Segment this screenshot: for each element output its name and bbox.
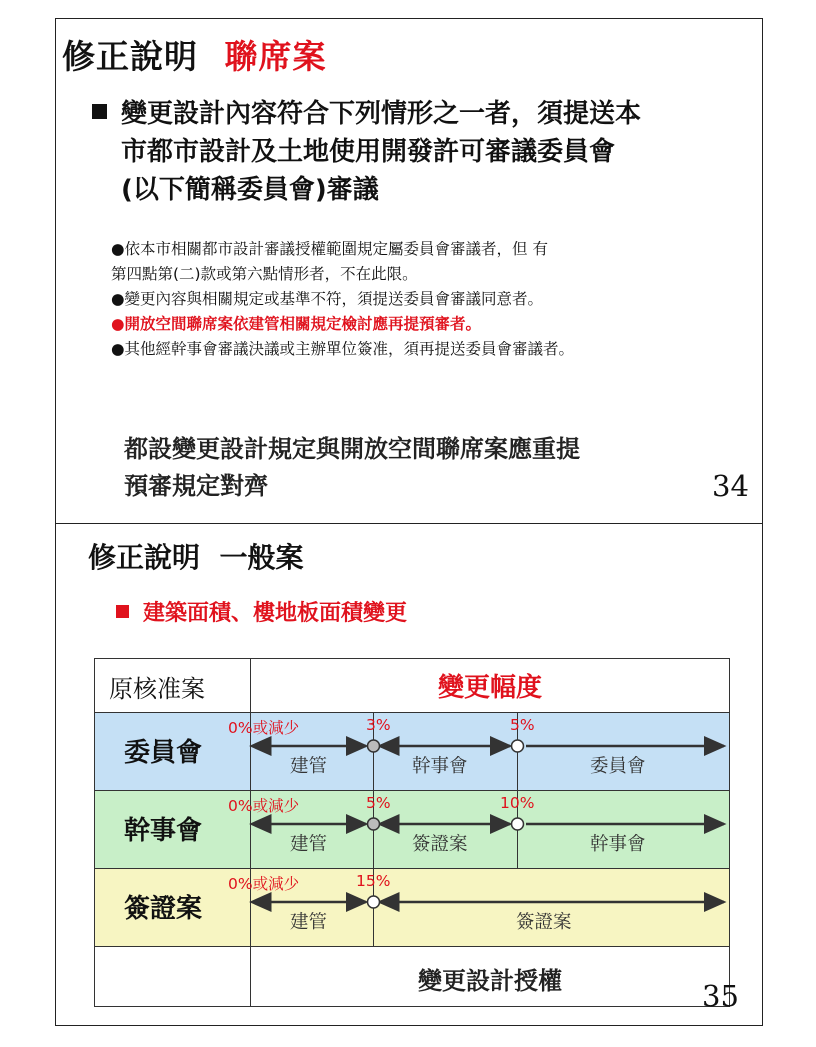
pct-label: 5% bbox=[366, 794, 391, 812]
page-number: 34 bbox=[712, 469, 749, 503]
pct-label: 10% bbox=[500, 794, 535, 812]
segment-label: 建管 bbox=[290, 834, 328, 855]
threshold-marker bbox=[368, 818, 380, 830]
slide1-title bbox=[62, 31, 327, 78]
row-label-certified: 簽證案 bbox=[124, 894, 203, 924]
segment-label: 建管 bbox=[290, 912, 328, 933]
closing-line: 預審規定對齊 bbox=[124, 472, 268, 500]
pct-label: 0%或減少 bbox=[228, 719, 300, 737]
threshold-marker bbox=[512, 818, 524, 830]
closing-line: 都設變更設計規定與開放空間聯席案應重提 bbox=[124, 435, 580, 463]
criteria-list bbox=[111, 237, 574, 362]
red-square-bullet-icon bbox=[116, 605, 129, 618]
closing-note bbox=[124, 431, 580, 505]
segment-label: 幹事會 bbox=[590, 834, 646, 855]
slide-34 bbox=[55, 18, 763, 524]
header-left-label: 原核准案 bbox=[109, 675, 205, 703]
segment-label: 簽證案 bbox=[516, 912, 572, 933]
header-right-label: 變更幅度 bbox=[437, 673, 542, 703]
row-label-committee: 委員會 bbox=[124, 738, 203, 768]
threshold-marker bbox=[368, 896, 380, 908]
segment-label: 幹事會 bbox=[412, 756, 468, 777]
segment-label: 建管 bbox=[290, 756, 328, 777]
segment-label: 委員會 bbox=[590, 756, 646, 777]
page-number: 35 bbox=[702, 979, 739, 1013]
subtitle bbox=[116, 596, 407, 627]
title-black: 修正說明 bbox=[62, 37, 198, 76]
lead-paragraph bbox=[92, 95, 641, 209]
title-red: 聯席案 bbox=[224, 37, 327, 76]
list-item: ●依本市相關都市設計審議授權範圍規定屬委員會審議者，但 有 bbox=[111, 240, 548, 258]
lead-line: 變更設計內容符合下列情形之一者，須提送本 bbox=[121, 99, 642, 129]
slide2-title: 修正說明 一般案 bbox=[88, 541, 304, 574]
slide-35 bbox=[55, 523, 763, 1026]
footer-label: 變更設計授權 bbox=[418, 967, 562, 995]
list-item-highlight: ●開放空間聯席案依建管相關規定檢討應再提預審者。 bbox=[111, 315, 482, 333]
row-label-staff: 幹事會 bbox=[124, 816, 203, 846]
pct-label: 0%或減少 bbox=[228, 875, 300, 893]
lead-line: 市都市設計及土地使用開發許可審議委員會 bbox=[121, 137, 616, 167]
pct-label: 5% bbox=[510, 716, 535, 734]
pct-label: 3% bbox=[366, 716, 391, 734]
list-item: 第四點第(二)款或第六點情形者，不在此限。 bbox=[111, 265, 418, 283]
list-item: ●變更內容與相關規定或基準不符，須提送委員會審議同意者。 bbox=[111, 290, 544, 308]
lead-line: (以下簡稱委員會)審議 bbox=[121, 175, 379, 205]
subtitle-text: 建築面積、樓地板面積變更 bbox=[143, 601, 408, 626]
pct-label: 15% bbox=[356, 872, 391, 890]
threshold-marker bbox=[512, 740, 524, 752]
segment-label: 簽證案 bbox=[412, 834, 468, 855]
approval-table bbox=[94, 658, 730, 1007]
list-item: ●其他經幹事會審議決議或主辦單位簽准，須再提送委員會審議者。 bbox=[111, 340, 575, 358]
pct-label: 0%或減少 bbox=[228, 797, 300, 815]
threshold-marker bbox=[368, 740, 380, 752]
square-bullet-icon bbox=[92, 104, 107, 119]
